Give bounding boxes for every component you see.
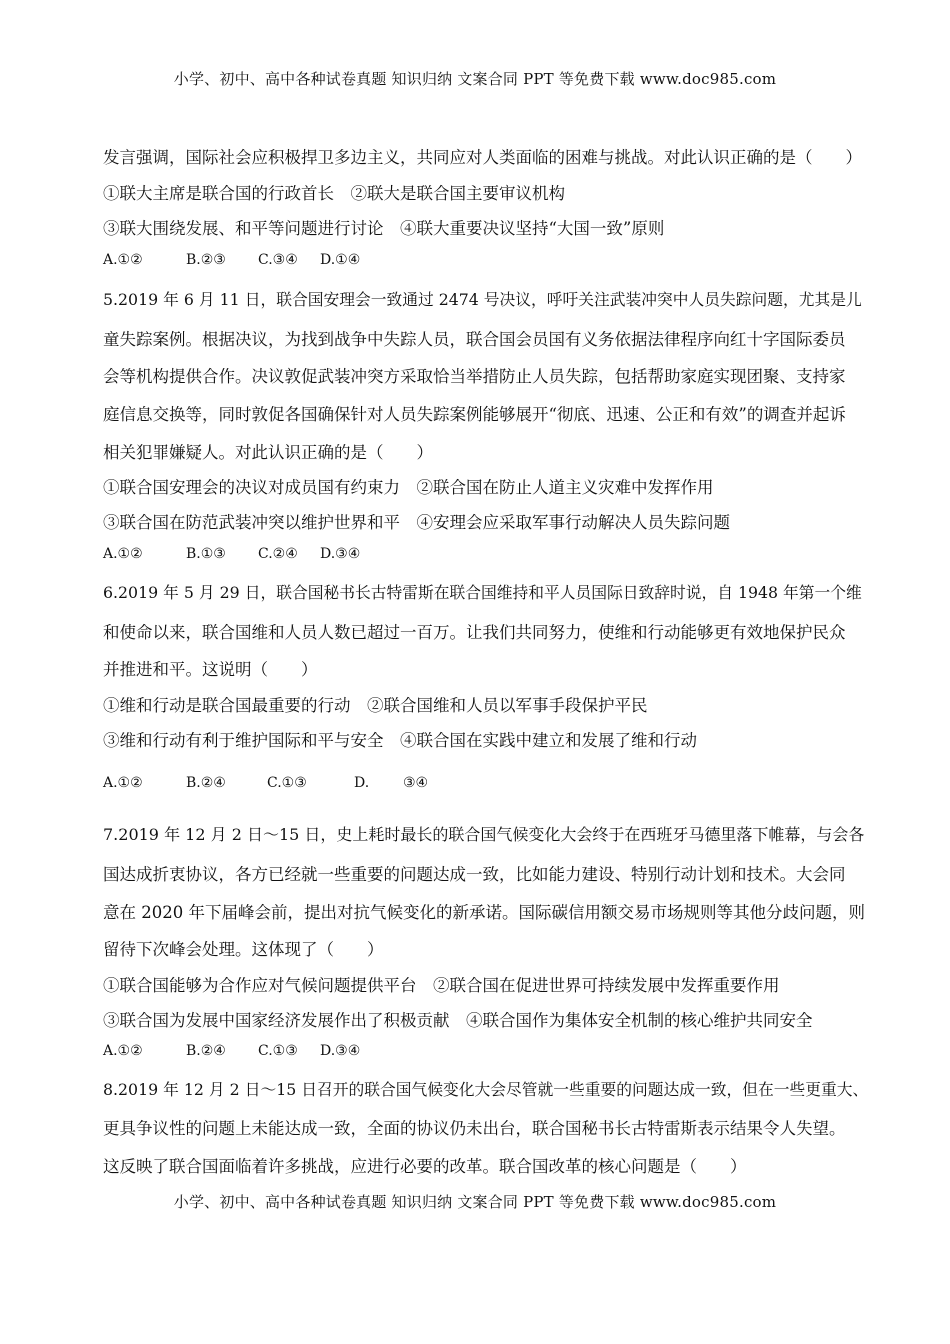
question-text-line: 留待下次峰会处理。这体现了（ ） xyxy=(103,940,384,959)
answer-option-a: A.①② xyxy=(103,775,143,791)
question-text-line: 和使命以来，联合国维和人员人数已超过一百万。让我们共同努力，使维和行动能够更有效地保护民众 xyxy=(103,623,846,642)
answer-option-d: D.③④ xyxy=(320,1043,361,1059)
statement-line: ①联合国安理会的决议对成员国有约束力 ②联合国在防止人道主义灾难中发挥作用 xyxy=(103,478,714,497)
answer-option-b: B.②④ xyxy=(186,1043,226,1059)
answer-option-c: C.②④ xyxy=(258,546,298,562)
statement-line: ①维和行动是联合国最重要的行动 ②联合国维和人员以军事手段保护平民 xyxy=(103,696,648,715)
question-text-line: 5.2019 年 6 月 11 日，联合国安理会一致通过 2474 号决议，呼吁关注武装冲突中人员失踪问题，尤其是儿 xyxy=(103,290,862,309)
statement-line: ③维和行动有利于维护国际和平与安全 ④联合国在实践中建立和发展了维和行动 xyxy=(103,731,697,750)
statement-line: ③联合国在防范武装冲突以维护世界和平 ④安理会应采取军事行动解决人员失踪问题 xyxy=(103,513,730,532)
question-text-line: 这反映了联合国面临着许多挑战，应进行必要的改革。联合国改革的核心问题是（ ） xyxy=(103,1157,747,1176)
question-text-line: 发言强调，国际社会应积极捍卫多边主义，共同应对人类面临的困难与挑战。对此认识正确的是（ ） xyxy=(103,148,862,167)
answer-option-d: D.①④ xyxy=(320,252,361,268)
question-text-line: 相关犯罪嫌疑人。对此认识正确的是（ ） xyxy=(103,443,433,462)
question-text-line: 会等机构提供合作。决议敦促武装冲突方采取恰当举措防止人员失踪，包括帮助家庭实现团聚、支持家 xyxy=(103,367,846,386)
answer-option-b: B.②④ xyxy=(186,775,226,791)
page-header: 小学、初中、高中各种试卷真题 知识归纳 文案合同 PPT 等免费下载 www.doc985.com xyxy=(173,70,777,88)
question-text-line: 8.2019 年 12 月 2 日～15 日召开的联合国气候变化大会尽管就一些重要的问题达成一致，但在一些更重大、 xyxy=(103,1080,869,1099)
answer-option-c: C.①③ xyxy=(258,1043,298,1059)
question-text-line: 意在 2020 年下届峰会前，提出对抗气候变化的新承诺。国际碳信用额交易市场规则等其他分歧问题，则 xyxy=(103,903,865,922)
answer-option-b: B.②③ xyxy=(186,252,226,268)
statement-line: ①联合国能够为合作应对气候问题提供平台 ②联合国在促进世界可持续发展中发挥重要作用 xyxy=(103,976,780,995)
answer-option-d-value: ③④ xyxy=(403,775,429,791)
page-footer: 小学、初中、高中各种试卷真题 知识归纳 文案合同 PPT 等免费下载 www.doc985.com xyxy=(173,1193,777,1211)
answer-option-c: C.①③ xyxy=(267,775,307,791)
answer-option-b: B.①③ xyxy=(186,546,226,562)
question-text-line: 童失踪案例。根据决议，为找到战争中失踪人员，联合国会员国有义务依据法律程序向红十字国际委员 xyxy=(103,330,846,349)
answer-option-d: D.③④ xyxy=(320,546,361,562)
statement-line: ③联合国为发展中国家经济发展作出了积极贡献 ④联合国作为集体安全机制的核心维护共同安全 xyxy=(103,1011,813,1030)
question-text-line: 6.2019 年 5 月 29 日，联合国秘书长古特雷斯在联合国维持和平人员国际日致辞时说，自 1948 年第一个维 xyxy=(103,583,862,602)
question-text-line: 庭信息交换等，同时敦促各国确保针对人员失踪案例能够展开“彻底、迅速、公正和有效”的调查并起诉 xyxy=(103,405,846,424)
statement-line: ①联大主席是联合国的行政首长 ②联大是联合国主要审议机构 xyxy=(103,184,565,203)
question-text-line: 更具争议性的问题上未能达成一致，全面的协议仍未出台，联合国秘书长古特雷斯表示结果令人失望。 xyxy=(103,1119,846,1138)
question-text-line: 国达成折衷协议，各方已经就一些重要的问题达成一致，比如能力建设、特别行动计划和技术。大会同 xyxy=(103,865,846,884)
statement-line: ③联大围绕发展、和平等问题进行讨论 ④联大重要决议坚持“大国一致”原则 xyxy=(103,219,665,238)
answer-option-c: C.③④ xyxy=(258,252,298,268)
answer-option-a: A.①② xyxy=(103,252,143,268)
answer-option-a: A.①② xyxy=(103,546,143,562)
answer-option-a: A.①② xyxy=(103,1043,143,1059)
answer-option-d: D. xyxy=(354,775,370,791)
question-text-line: 7.2019 年 12 月 2 日～15 日，史上耗时最长的联合国气候变化大会终于在西班牙马德里落下帷幕，与会各 xyxy=(103,825,865,844)
question-text-line: 并推进和平。这说明（ ） xyxy=(103,660,318,679)
